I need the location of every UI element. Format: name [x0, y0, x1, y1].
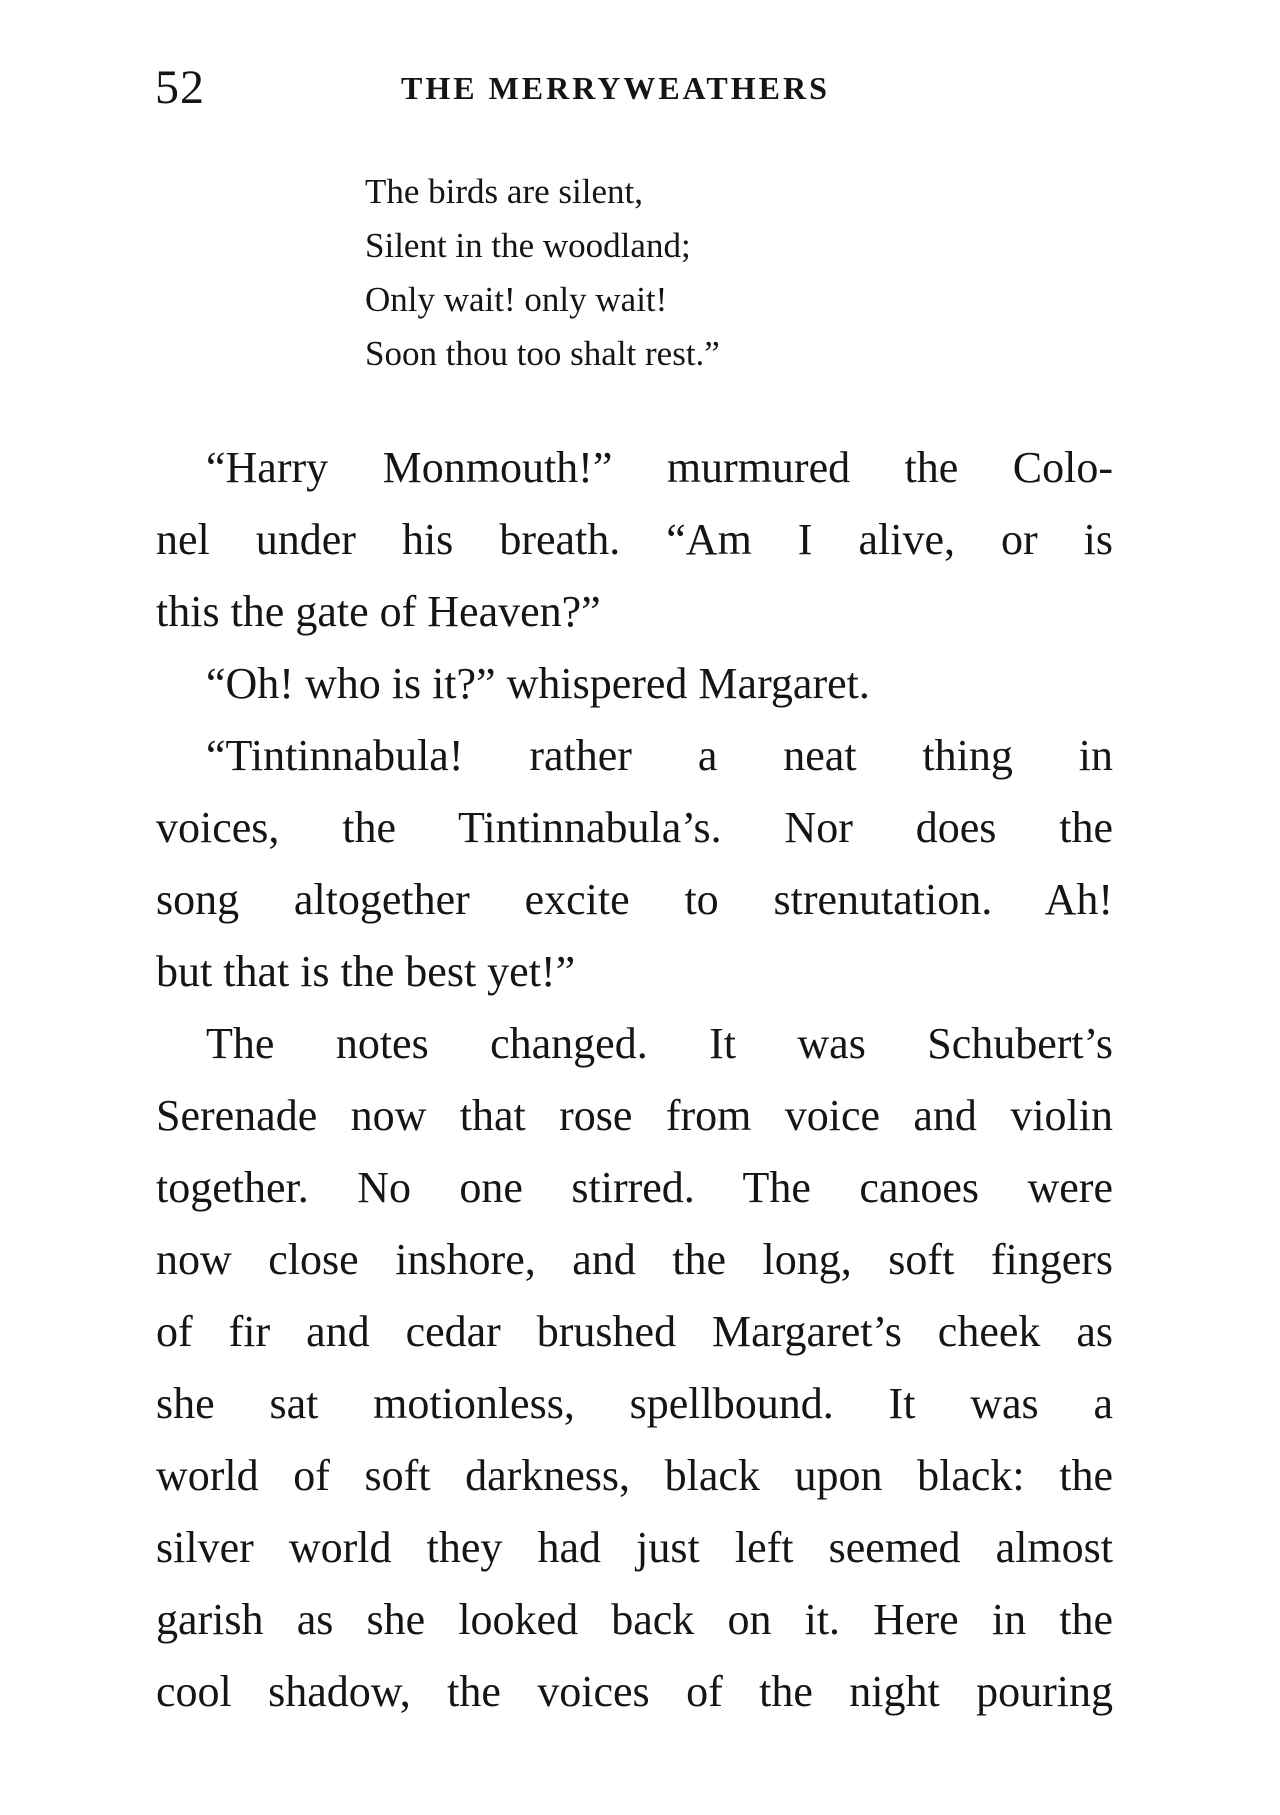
verse-line: Soon thou too shalt rest.” — [365, 334, 720, 373]
text-line: cool shadow, the voices of the night pouring — [156, 1667, 1113, 1716]
verse-line: Only wait! only wait! — [365, 280, 668, 319]
text-line: of fir and cedar brushed Margaret’s cheek as — [156, 1307, 1113, 1356]
page-number: 52 — [155, 61, 205, 114]
text-line: song altogether excite to strenutation. Ah! — [156, 875, 1113, 924]
text-line: but that is the best yet!” — [156, 947, 576, 996]
text-line: Serenade now that rose from voice and violin — [156, 1091, 1113, 1140]
running-title: THE MERRYWEATHERS — [401, 70, 830, 106]
text-line: now close inshore, and the long, soft fingers — [156, 1235, 1113, 1284]
text-line: silver world they had just left seemed almost — [156, 1523, 1113, 1572]
verse-stanza — [365, 165, 720, 381]
verse-line: Silent in the woodland; — [365, 226, 691, 265]
text-line: nel under his breath. “Am I alive, or is — [156, 515, 1113, 564]
page-header — [155, 58, 1115, 118]
verse-line: The birds are silent, — [365, 172, 643, 211]
text-line: garish as she looked back on it. Here in the — [156, 1595, 1113, 1644]
text-line: she sat motionless, spellbound. It was a — [156, 1379, 1113, 1428]
text-line: world of soft darkness, black upon black: the — [156, 1451, 1113, 1500]
text-line: together. No one stirred. The canoes were — [156, 1163, 1113, 1212]
text-line: this the gate of Heaven?” — [156, 587, 601, 636]
text-line: “Tintinnabula! rather a neat thing in — [206, 731, 1113, 780]
text-line: “Harry Monmouth!” murmured the Colo- — [206, 443, 1113, 492]
text-line: voices, the Tintinnabula’s. Nor does the — [156, 803, 1113, 852]
text-line: “Oh! who is it?” whispered Margaret. — [206, 659, 870, 708]
body-text — [156, 432, 1113, 1728]
text-line: The notes changed. It was Schubert’s — [206, 1019, 1113, 1068]
